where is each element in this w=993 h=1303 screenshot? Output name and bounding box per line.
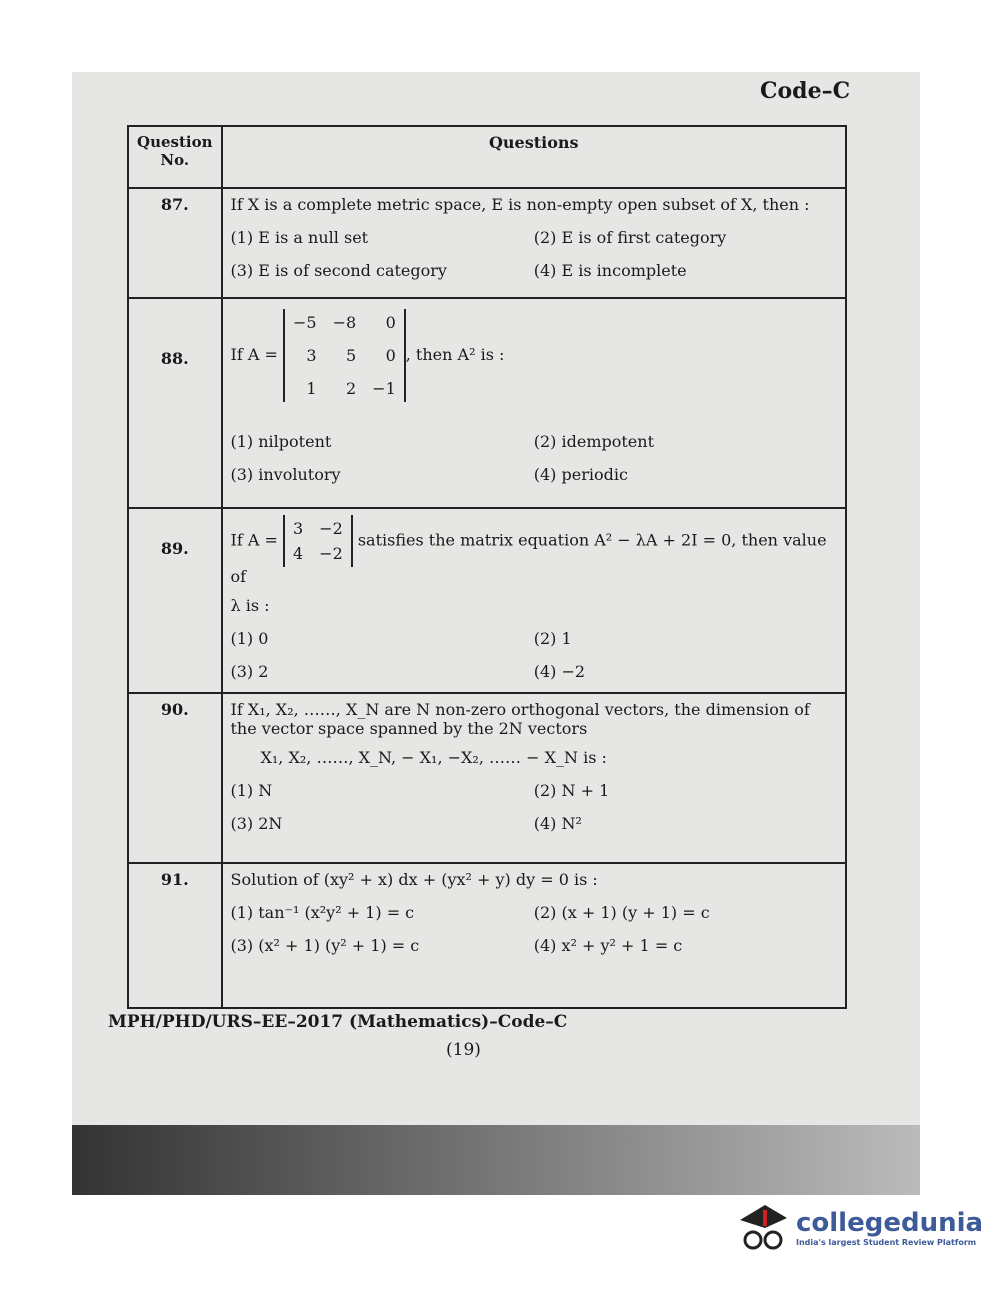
question-91 [128,863,846,1008]
option: (4) −2 [533,662,586,681]
option: (4) periodic [533,465,628,484]
question-number: 90. [128,693,222,863]
question-text: If A = [230,345,278,364]
option: (4) x² + y² + 1 = c [533,936,683,955]
header-questions: Questions [222,126,847,188]
option: (3) 2N [230,814,283,833]
question-text: Solution of (xy² + x) dx + (yx² + y) dy = 0 is : [230,870,598,889]
logo-name: collegedunia [796,1208,984,1238]
scan-shadow [72,1125,920,1195]
option: (4) N² [533,814,582,833]
option: (3) (x² + 1) (y² + 1) = c [230,936,420,955]
option: (2) (x + 1) (y + 1) = c [533,903,710,922]
question-text: , then A² is : [405,345,505,364]
option: (1) E is a null set [230,228,369,247]
option: (2) 1 [533,629,572,648]
header-no: Question No. [128,126,222,188]
question-number: 88. [128,298,222,508]
option: (1) 0 [230,629,269,648]
option: (3) E is of second category [230,261,447,280]
option: (2) E is of first category [533,228,727,247]
collegedunia-logo [735,1200,983,1255]
question-90 [128,693,846,863]
question-88 [128,298,846,508]
option: (3) involutory [230,465,341,484]
matrix: −5 −8 0 3 5 0 1 2 −1 [283,309,406,402]
question-text: X₁, X₂, ……, X_N, − X₁, −X₂, …… − X_N is : [260,748,607,767]
question-number: 87. [128,188,222,298]
matrix: 3 −2 4 −2 [283,515,353,567]
mascot-icon [735,1200,790,1255]
option: (2) N + 1 [533,781,610,800]
option: (2) idempotent [533,432,655,451]
question-text: If A = [230,530,278,550]
question-number: 89. [128,508,222,693]
option: (1) tan⁻¹ (x²y² + 1) = c [230,903,415,922]
question-number: 91. [128,863,222,1008]
question-89 [128,508,846,693]
logo-tagline: India's largest Student Review Platform [796,1238,977,1247]
option: (3) 2 [230,662,269,681]
paper-footer: MPH/PHD/URS–EE–2017 (Mathematics)–Code–C [108,1012,568,1032]
paper-code: Code–C [760,78,851,104]
question-text: If X is a complete metric space, E is non-empty open subset of X, then : [230,195,810,214]
question-text: λ is : [230,596,270,615]
question-text: If X₁, X₂, ……, X_N are N non-zero orthogonal vectors, the dimension of the vector space spanned by the 2N vectors [230,700,810,738]
option: (1) nilpotent [230,432,332,451]
questions-table [127,125,847,1009]
question-87 [128,188,846,298]
question-text: satisfies the matrix equation A² − λA + 2I = 0, then value of [230,530,827,586]
option: (4) E is incomplete [533,261,687,280]
page-number: (19) [446,1040,481,1060]
option: (1) N [230,781,273,800]
